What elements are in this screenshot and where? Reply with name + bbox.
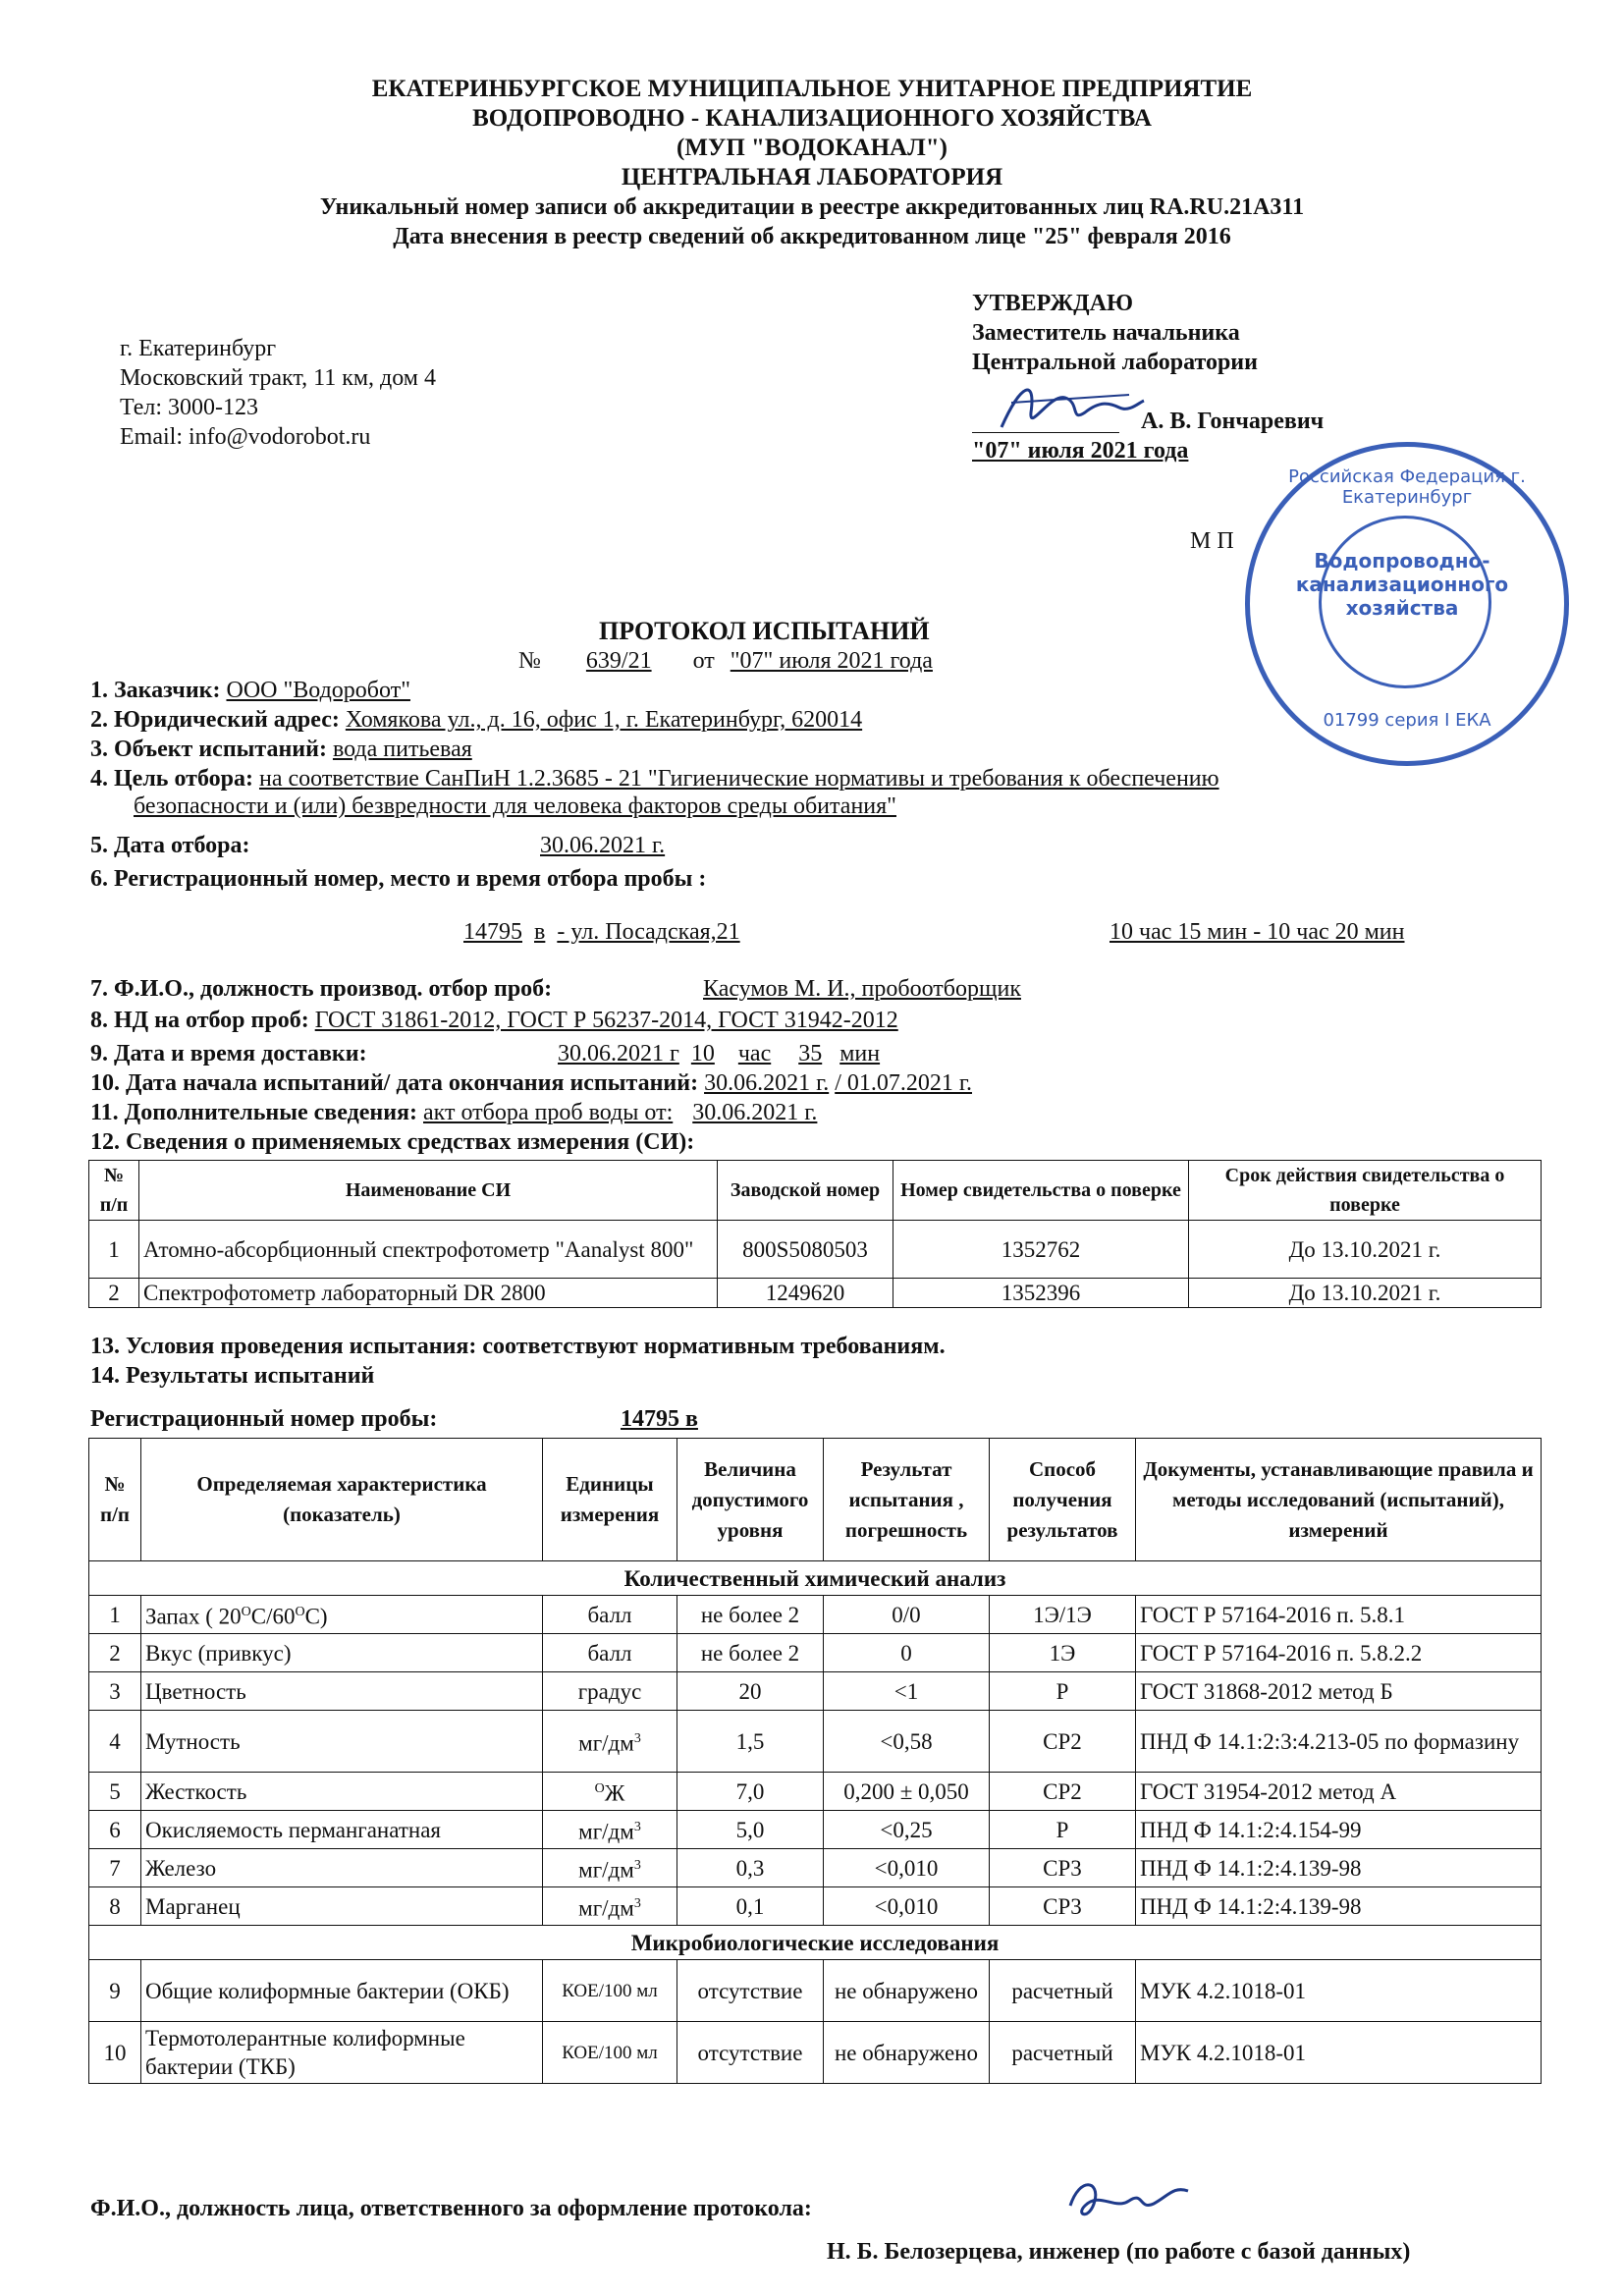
approval-position-1: Заместитель начальника — [972, 320, 1240, 346]
test-start-date: 30.06.2021 г. — [704, 1070, 830, 1096]
si-col-serial: Заводской номер — [718, 1161, 893, 1221]
results-cell: 0 — [824, 1634, 990, 1672]
results-cell-characteristic: Запах ( $20^OC/60^OC$) — [141, 1596, 543, 1634]
results-cell: 3 — [89, 1672, 141, 1711]
results-cell-units: $мг/дм^3$ — [543, 1811, 677, 1849]
results-cell: КОЕ/100 мл — [543, 1960, 677, 2022]
si-cell: 1352762 — [893, 1221, 1189, 1279]
si-col-validity: Срок действия свидетельства о поверке — [1189, 1161, 1542, 1221]
results-cell: Вкус (привкус) — [141, 1634, 543, 1672]
si-cell: Спектрофотометр лабораторный DR 2800 — [139, 1279, 718, 1308]
table-row — [89, 1221, 1542, 1279]
results-cell: КОЕ/100 мл — [543, 2022, 677, 2084]
purpose-value-1: на соответствие СанПиН 1.2.3685 - 21 "Гигиенические нормативы и требования к обеспечению — [258, 766, 1219, 792]
results-cell: 2 — [89, 1634, 141, 1672]
results-cell: не обнаружено — [824, 1960, 990, 2022]
results-cell: отсутствие — [677, 1960, 824, 2022]
header-registry-date: Дата внесения в реестр сведений об аккредитованном лице "25" февраля 2016 — [393, 224, 1231, 249]
si-cell: До 13.10.2021 г. — [1189, 1221, 1542, 1279]
table-row — [89, 1960, 1542, 2022]
section-title: Количественный химический анализ — [89, 1561, 1542, 1596]
delivery-hour-label: час — [737, 1041, 772, 1066]
results-cell: Р — [990, 1672, 1136, 1711]
results-cell: балл — [543, 1596, 677, 1634]
results-cell: ГОСТ 31868-2012 метод Б — [1136, 1672, 1542, 1711]
results-cell: ГОСТ Р 57164-2016 п. 5.8.1 — [1136, 1596, 1542, 1634]
sample-number-value: 14795 в — [621, 1406, 698, 1432]
results-cell: ГОСТ 31954-2012 метод А — [1136, 1773, 1542, 1811]
protocol-no-label: № — [518, 648, 541, 674]
legal-address-value: Хомякова ул., д. 16, офис 1, г. Екатеринбург, 620014 — [345, 707, 863, 733]
si-cell: 1352396 — [893, 1279, 1189, 1308]
table-row — [89, 1773, 1542, 1811]
results-cell: ГОСТ Р 57164-2016 п. 5.8.2.2 — [1136, 1634, 1542, 1672]
item-legal-address — [90, 705, 862, 735]
results-col-documents: Документы, устанавливающие правила и методы исследований (испытаний), измерений — [1136, 1439, 1542, 1561]
results-cell: 8 — [89, 1887, 141, 1926]
results-cell: СР2 — [990, 1711, 1136, 1773]
organization-stamp — [1245, 442, 1569, 766]
test-end-date: / 01.07.2021 г. — [835, 1070, 973, 1096]
footer-responsible-name: Н. Б. Белозерцева, инженер (по работе с базой данных) — [827, 2239, 1411, 2265]
results-cell-units: $мг/дм^3$ — [543, 1887, 677, 1926]
item-label: 8. НД на отбор проб: — [90, 1008, 309, 1033]
test-object-value: вода питьевая — [332, 737, 472, 762]
results-cell: 4 — [89, 1711, 141, 1773]
results-cell: СР2 — [990, 1773, 1136, 1811]
results-cell: ПНД Ф 14.1:2:4.139-98 — [1136, 1887, 1542, 1926]
results-cell: расчетный — [990, 2022, 1136, 2084]
header-accreditation: Уникальный номер записи об аккредитации в реестре аккредитованных лиц RA.RU.21А311 — [319, 194, 1305, 220]
results-cell-units: $мг/дм^3$ — [543, 1711, 677, 1773]
address-street: Московский тракт, 11 км, дом 4 — [120, 365, 436, 391]
table-row — [89, 1279, 1542, 1308]
table-row — [89, 1672, 1542, 1711]
si-cell: 2 — [89, 1279, 139, 1308]
results-cell: 0,3 — [677, 1849, 824, 1887]
stamp-bottom-text: 01799 серия I ЕКА — [1323, 710, 1491, 731]
results-cell: 1Э — [990, 1634, 1136, 1672]
results-cell: <0,010 — [824, 1849, 990, 1887]
item-test-object — [90, 735, 472, 764]
si-cell: До 13.10.2021 г. — [1189, 1279, 1542, 1308]
si-col-name: Наименование СИ — [139, 1161, 718, 1221]
item-test-dates — [90, 1068, 972, 1098]
protocol-number: 639/21 — [585, 648, 652, 674]
results-cell: 20 — [677, 1672, 824, 1711]
protocol-number-line — [518, 646, 933, 676]
results-cell: Цветность — [141, 1672, 543, 1711]
approval-signature — [992, 373, 1149, 442]
results-cell-units: $мг/дм^3$ — [543, 1849, 677, 1887]
results-col-result: Результат испытания , погрешность — [824, 1439, 990, 1561]
results-cell: Окисляемость перманганатная — [141, 1811, 543, 1849]
results-cell: ПНД Ф 14.1:2:4.139-98 — [1136, 1849, 1542, 1887]
sample-number-label: Регистрационный номер пробы: — [90, 1406, 438, 1432]
results-cell: 0,1 — [677, 1887, 824, 1926]
results-cell: ПНД Ф 14.1:2:4.154-99 — [1136, 1811, 1542, 1849]
item-sampling-date-label: 5. Дата отбора: — [90, 833, 250, 858]
results-cell: балл — [543, 1634, 677, 1672]
address-city: г. Екатеринбург — [120, 336, 277, 361]
results-cell: 5,0 — [677, 1811, 824, 1849]
delivery-value — [558, 1039, 880, 1068]
results-cell: 10 — [89, 2022, 141, 2084]
item-conditions: 13. Условия проведения испытания: соответствуют нормативным требованиям. — [90, 1334, 946, 1359]
si-cell: 800S5080503 — [718, 1221, 893, 1279]
results-cell: Мутность — [141, 1711, 543, 1773]
si-col-no: № п/п — [89, 1161, 139, 1221]
item-si-label: 12. Сведения о применяемых средствах измерения (СИ): — [90, 1129, 695, 1155]
protocol-title: ПРОТОКОЛ ИСПЫТАНИЙ — [599, 617, 930, 645]
results-cell: СР3 — [990, 1849, 1136, 1887]
table-row — [89, 1849, 1542, 1887]
delivery-date: 30.06.2021 г — [558, 1041, 679, 1066]
item-delivery-label: 9. Дата и время доставки: — [90, 1041, 367, 1066]
si-cell: Атомно-абсорбционный спектрофотометр "Aanalyst 800" — [139, 1221, 718, 1279]
table-row — [89, 1711, 1542, 1773]
registration-number: 14795 — [463, 919, 522, 945]
item-customer — [90, 676, 410, 705]
item-label: 3. Объект испытаний: — [90, 737, 327, 762]
results-cell: Р — [990, 1811, 1136, 1849]
footer-signature — [1060, 2166, 1208, 2235]
si-table-header — [89, 1161, 1542, 1221]
header-line-1: ЕКАТЕРИНБУРГСКОЕ МУНИЦИПАЛЬНОЕ УНИТАРНОЕ ПРЕДПРИЯТИЕ — [371, 76, 1253, 102]
results-cell: не обнаружено — [824, 2022, 990, 2084]
approval-position-2: Центральной лаборатории — [972, 350, 1258, 375]
results-cell: 1 — [89, 1596, 141, 1634]
table-row — [89, 1811, 1542, 1849]
protocol-date: "07" июля 2021 года — [730, 648, 933, 674]
results-cell: <0,58 — [824, 1711, 990, 1773]
purpose-value-2: безопасности и (или) безвредности для человека факторов среды обитания" — [134, 793, 896, 819]
sampler-value: Касумов М. И., пробоотборщик — [703, 976, 1021, 1002]
si-cell: 1 — [89, 1221, 139, 1279]
results-cell: ПНД Ф 14.1:2:3:4.213-05 по формазину — [1136, 1711, 1542, 1773]
sampling-standard-value: ГОСТ 31861-2012, ГОСТ Р 56237-2014, ГОСТ 31942-2012 — [314, 1008, 898, 1033]
delivery-hour: 10 — [690, 1041, 715, 1066]
item-label: 11. Дополнительные сведения: — [90, 1100, 418, 1125]
additional-info-date: 30.06.2021 г. — [692, 1100, 818, 1125]
si-col-cert: Номер свидетельства о поверке — [893, 1161, 1189, 1221]
results-col-no: № п/п — [89, 1439, 141, 1561]
results-cell: СР3 — [990, 1887, 1136, 1926]
results-cell: МУК 4.2.1018-01 — [1136, 1960, 1542, 2022]
registration-line — [463, 917, 740, 947]
delivery-minute: 35 — [798, 1041, 823, 1066]
results-cell: Железо — [141, 1849, 543, 1887]
results-cell: Термотолерантные колиформные бактерии (ТКБ) — [141, 2022, 543, 2084]
table-row — [89, 1596, 1542, 1634]
results-header — [89, 1439, 1542, 1561]
table-row — [89, 1887, 1542, 1926]
section-row-microbiology — [89, 1926, 1542, 1960]
sampling-time: 10 час 15 мин - 10 час 20 мин — [1110, 919, 1405, 945]
results-cell: 9 — [89, 1960, 141, 2022]
results-cell: не более 2 — [677, 1596, 824, 1634]
item-additional-info — [90, 1098, 817, 1127]
sampling-place: - ул. Посадская,21 — [557, 919, 740, 945]
item-label: 1. Заказчик: — [90, 678, 221, 703]
item-purpose — [90, 764, 1219, 793]
section-title: Микробиологические исследования — [89, 1926, 1542, 1960]
table-row — [89, 2022, 1542, 2084]
approval-title: УТВЕРЖДАЮ — [972, 291, 1134, 316]
results-cell: Марганец — [141, 1887, 543, 1926]
approval-name: А. В. Гончаревич — [1141, 409, 1325, 434]
address-phone: Тел: 3000-123 — [120, 395, 259, 420]
approval-date: "07" июля 2021 года — [972, 438, 1189, 464]
results-cell: <0,25 — [824, 1811, 990, 1849]
results-cell: 7 — [89, 1849, 141, 1887]
stamp-mp-label: М П — [1190, 528, 1234, 554]
address-email: Email: info@vodorobot.ru — [120, 424, 371, 450]
item-label: 2. Юридический адрес: — [90, 707, 340, 733]
si-cell: 1249620 — [718, 1279, 893, 1308]
protocol-from-label: от — [692, 648, 715, 674]
item-label: 10. Дата начала испытаний/ дата окончания испытаний: — [90, 1070, 699, 1096]
results-cell: <1 — [824, 1672, 990, 1711]
results-cell: 6 — [89, 1811, 141, 1849]
footer-responsible-label: Ф.И.О., должность лица, ответственного за оформление протокола: — [90, 2196, 812, 2221]
results-cell: 1,5 — [677, 1711, 824, 1773]
results-cell: 0/0 — [824, 1596, 990, 1634]
header-line-3: (МУП "ВОДОКАНАЛ") — [677, 135, 947, 161]
section-row-chemical — [89, 1561, 1542, 1596]
stamp-center-text: Водопроводно-канализационного хозяйства — [1295, 549, 1509, 620]
results-table — [88, 1438, 1542, 2084]
results-cell: 7,0 — [677, 1773, 824, 1811]
results-col-method: Способ получения результатов — [990, 1439, 1136, 1561]
additional-info-value: акт отбора проб воды от: — [423, 1100, 674, 1125]
stamp-top-text: Российская Федерация г. Екатеринбург — [1288, 466, 1526, 508]
results-cell: Общие колиформные бактерии (ОКБ) — [141, 1960, 543, 2022]
header-line-2: ВОДОПРОВОДНО - КАНАЛИЗАЦИОННОГО ХОЗЯЙСТВА — [472, 105, 1152, 132]
results-cell: не более 2 — [677, 1634, 824, 1672]
results-col-characteristic: Определяемая характеристика (показатель) — [141, 1439, 543, 1561]
item-sampling-standard — [90, 1006, 898, 1035]
results-cell: Жесткость — [141, 1773, 543, 1811]
si-table — [88, 1160, 1542, 1308]
delivery-minute-label: мин — [839, 1041, 881, 1066]
results-cell: градус — [543, 1672, 677, 1711]
results-cell: отсутствие — [677, 2022, 824, 2084]
item-label: 4. Цель отбора: — [90, 766, 253, 792]
results-cell: 0,200 ± 0,050 — [824, 1773, 990, 1811]
results-cell-units: $^O$Ж — [543, 1773, 677, 1811]
header-line-4: ЦЕНТРАЛЬНАЯ ЛАБОРАТОРИЯ — [621, 164, 1003, 191]
results-cell: расчетный — [990, 1960, 1136, 2022]
results-cell: 1Э/1Э — [990, 1596, 1136, 1634]
results-cell: 5 — [89, 1773, 141, 1811]
results-cell: МУК 4.2.1018-01 — [1136, 2022, 1542, 2084]
results-col-limit: Величина допустимого уровня — [677, 1439, 824, 1561]
table-row — [89, 1634, 1542, 1672]
item-results-label: 14. Результаты испытаний — [90, 1363, 375, 1389]
item-registration-label: 6. Регистрационный номер, место и время отбора пробы : — [90, 866, 707, 892]
sampling-date-value: 30.06.2021 г. — [540, 833, 666, 858]
registration-suffix: в — [534, 919, 546, 945]
customer-name: ООО "Водоробот" — [226, 678, 410, 703]
item-sampler-label: 7. Ф.И.О., должность производ. отбор проб: — [90, 976, 553, 1002]
results-cell: <0,010 — [824, 1887, 990, 1926]
results-col-units: Единицы измерения — [543, 1439, 677, 1561]
